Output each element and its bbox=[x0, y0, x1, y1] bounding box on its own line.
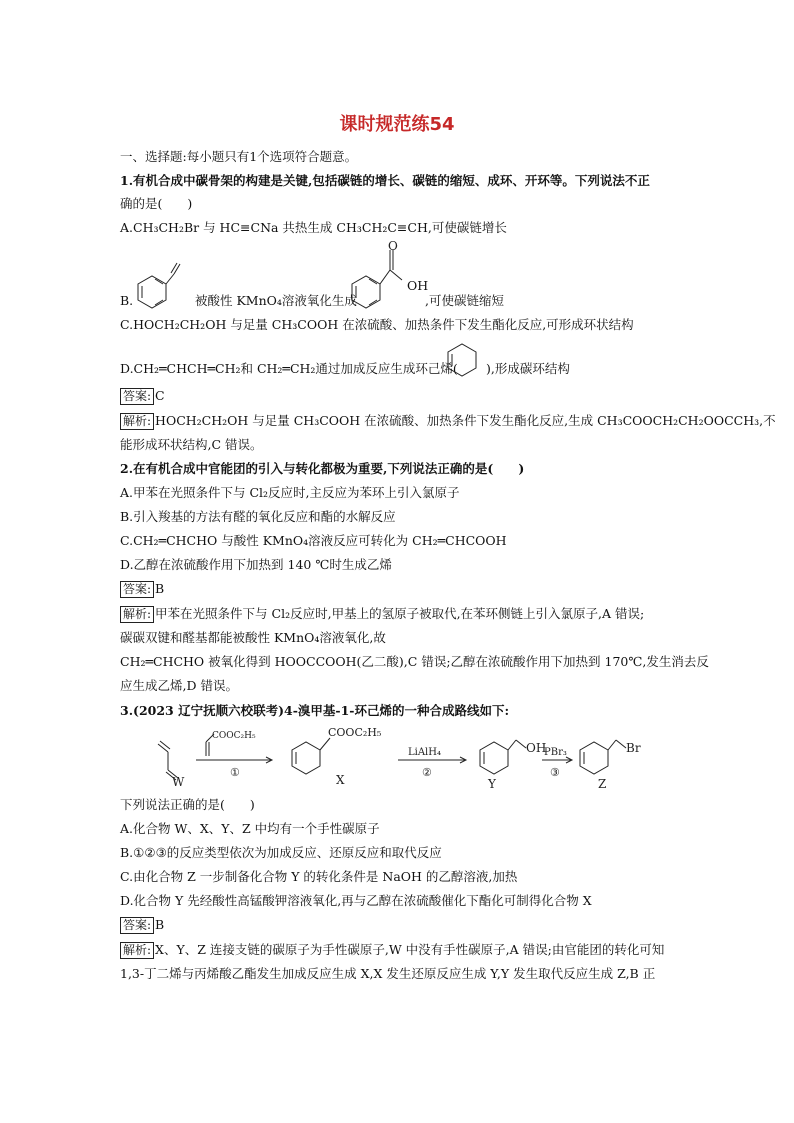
q1-option-b-oh: OH bbox=[407, 278, 429, 293]
q3-analysis-line1 bbox=[120, 941, 680, 959]
reagent-1: COOC₂H₅ bbox=[212, 731, 256, 741]
q1-analysis-text1: HOCH₂CH₂OH 与足量 CH₃COOH 在浓硫酸、加热条件下发生酯化反应,生成 CH₃COOCH₂CH₂OOCCH₃,不 bbox=[155, 413, 776, 428]
q1-stem-line2: 确的是( ) bbox=[120, 196, 193, 211]
analysis-label: 解析: bbox=[120, 942, 154, 959]
q1-option-d-tail: ),形成碳环结构 bbox=[486, 361, 570, 376]
q1-option-b bbox=[120, 240, 680, 312]
styrene-structure bbox=[138, 263, 180, 308]
q3-option-c: C.由化合物 Z 一步制备化合物 Y 的转化条件是 NaOH 的乙醇溶液,加热 bbox=[120, 869, 518, 884]
q1-answer bbox=[120, 387, 680, 405]
q1-option-b-text: 被酸性 KMnO₄溶液氧化生成 bbox=[195, 293, 357, 308]
analysis-label: 解析: bbox=[120, 606, 154, 623]
q1-option-d-text: D.CH₂═CHCH═CH₂和 CH₂═CH₂通过加成反应生成环己烯( bbox=[120, 361, 458, 376]
synthesis-scheme bbox=[150, 722, 650, 792]
y-structure bbox=[480, 740, 526, 774]
q1-option-c: C.HOCH₂CH₂OH 与足量 CH₃COOH 在浓硫酸、加热条件下发生酯化反应,可形成环状结构 bbox=[120, 317, 634, 332]
answer-label: 答案: bbox=[120, 581, 154, 598]
step-2: ② bbox=[422, 766, 432, 779]
cyclohexene-structure bbox=[440, 340, 484, 380]
q1-carbonyl-o: O bbox=[388, 240, 398, 253]
x-structure bbox=[292, 738, 330, 774]
step-3: ③ bbox=[550, 766, 560, 779]
q1-option-a: A.CH₃CH₂Br 与 HC≡CNa 共热生成 CH₃CH₂C≡CH,可使碳链增长 bbox=[120, 220, 507, 235]
step-1: ① bbox=[230, 766, 240, 779]
q3-answer bbox=[120, 916, 680, 934]
q2-option-b: B.引入羧基的方法有醛的氧化反应和酯的水解反应 bbox=[120, 509, 396, 524]
q2-analysis-line1 bbox=[120, 605, 680, 623]
q2-answer-value: B bbox=[155, 581, 165, 596]
label-y: Y bbox=[488, 777, 496, 791]
q2-stem bbox=[120, 460, 680, 478]
y-group: OH bbox=[526, 741, 547, 755]
q2-answer bbox=[120, 580, 680, 598]
label-x: X bbox=[336, 773, 345, 787]
q1-answer-value: C bbox=[155, 388, 165, 403]
benzoic-acid-structure bbox=[352, 250, 402, 308]
q2-analysis-line2: 碳碳双键和醛基都能被酸性 KMnO₄溶液氧化,故 bbox=[120, 630, 386, 645]
q3-question: 下列说法正确的是( ) bbox=[120, 797, 255, 812]
q2-stem-text: 2.在有机合成中官能团的引入与转化都极为重要,下列说法正确的是( ) bbox=[120, 461, 525, 476]
q1-option-d bbox=[120, 340, 680, 380]
z-group: Br bbox=[626, 741, 641, 755]
z-structure bbox=[580, 740, 626, 774]
q1-option-b-tail: ,可使碳链缩短 bbox=[425, 293, 504, 308]
x-group: COOC₂H₅ bbox=[328, 726, 382, 739]
analysis-label: 解析: bbox=[120, 413, 154, 430]
q2-analysis-text1: 甲苯在光照条件下与 Cl₂反应时,甲基上的氢原子被取代,在苯环侧链上引入氯原子,A 错误; bbox=[155, 606, 645, 621]
q1-stem-line1 bbox=[120, 172, 680, 190]
q3-option-d: D.化合物 Y 先经酸性高锰酸钾溶液氧化,再与乙醇在浓硫酸催化下酯化可制得化合物 X bbox=[120, 893, 592, 908]
q2-analysis-line3: CH₂═CHCHO 被氧化得到 HOOCCOOH(乙二酸),C 错误;乙醇在浓硫酸作用下加热到 170℃,发生消去反 bbox=[120, 654, 709, 669]
q3-analysis-line2: 1,3-丁二烯与丙烯酸乙酯发生加成反应生成 X,X 发生还原反应生成 Y,Y 发生取代反应生成 Z,B 正 bbox=[120, 966, 656, 981]
q2-option-d: D.乙醇在浓硫酸作用下加热到 140 ℃时生成乙烯 bbox=[120, 557, 392, 572]
reagent-3: PBr₃ bbox=[544, 747, 567, 758]
q1-stem: 1.有机合成中碳骨架的构建是关键,包括碳链的增长、碳链的缩短、成环、开环等。下列说法不正 bbox=[120, 173, 650, 188]
q3-option-a: A.化合物 W、X、Y、Z 中均有一个手性碳原子 bbox=[120, 821, 380, 836]
answer-label: 答案: bbox=[120, 917, 154, 934]
q3-answer-value: B bbox=[155, 917, 165, 932]
q3-stem bbox=[120, 702, 680, 720]
q1-analysis-line2: 能形成环状结构,C 错误。 bbox=[120, 437, 263, 452]
answer-label: 答案: bbox=[120, 388, 154, 405]
q1-option-b-label: B. bbox=[120, 293, 134, 308]
q2-option-c: C.CH₂═CHCHO 与酸性 KMnO₄溶液反应可转化为 CH₂═CHCOOH bbox=[120, 533, 507, 548]
label-z: Z bbox=[598, 777, 607, 791]
section-heading: 一、选择题:每小题只有1个选项符合题意。 bbox=[120, 149, 358, 164]
q3-stem-text: 3.(2023 辽宁抚顺六校联考)4-溴甲基-1-环己烯的一种合成路线如下: bbox=[120, 703, 510, 718]
label-w: W bbox=[172, 775, 185, 789]
page-title: 课时规范练54 bbox=[339, 114, 455, 135]
q2-analysis-line4: 应生成乙烯,D 错误。 bbox=[120, 678, 238, 693]
q3-option-b: B.①②③的反应类型依次为加成反应、还原反应和取代反应 bbox=[120, 845, 442, 860]
q2-option-a: A.甲苯在光照条件下与 Cl₂反应时,主反应为苯环上引入氯原子 bbox=[120, 485, 460, 500]
q1-analysis-line1 bbox=[120, 412, 776, 430]
q3-analysis-text1: X、Y、Z 连接支链的碳原子为手性碳原子,W 中没有手性碳原子,A 错误;由官能团的转化可知 bbox=[155, 942, 665, 957]
reagent-2: LiAlH₄ bbox=[408, 747, 441, 758]
